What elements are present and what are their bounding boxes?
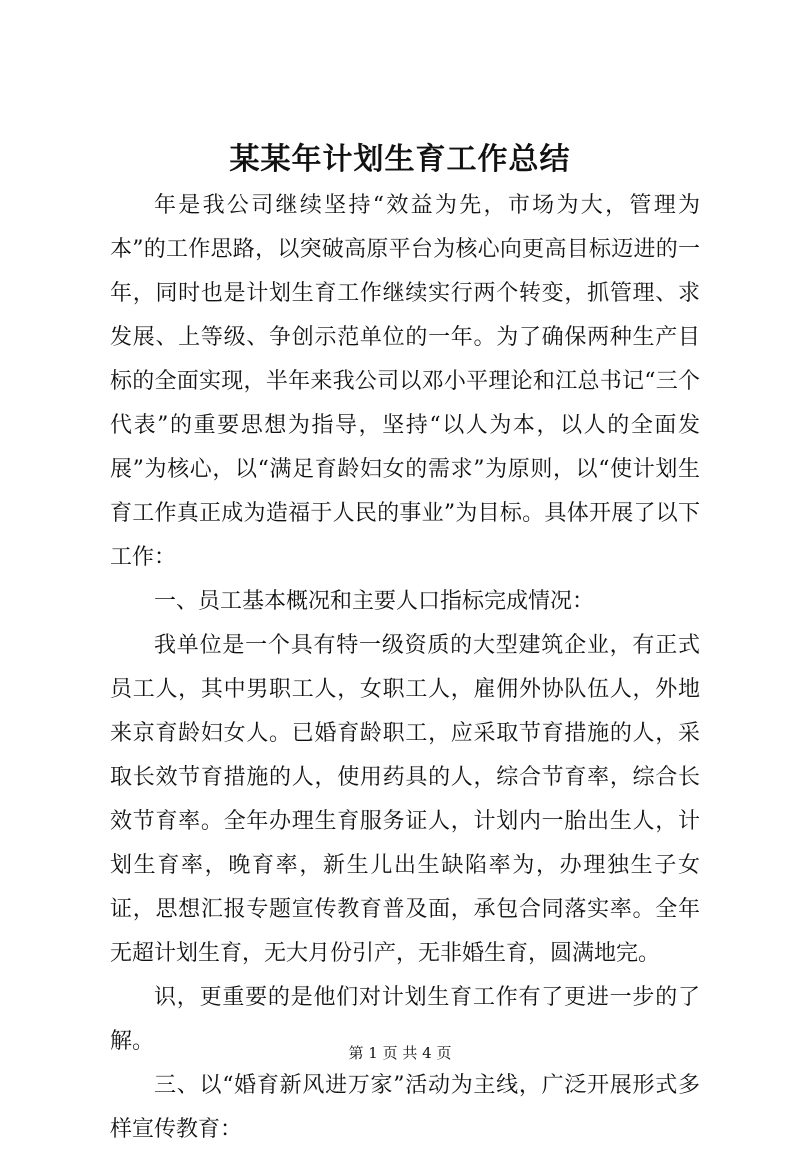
page-footer: 第 1 页 共 4 页: [348, 1044, 452, 1062]
paragraph-intro: 年是我公司继续坚持“效益为先，市场为大，管理为本”的工作思路，以突破高原平台为核心向更高目标迈进的一年，同时也是计划生育工作继续实行两个转变，抓管理、求发展、上等级、争创示范单位的一年。为了确保两种生产目标的全面实现，半年来我公司以邓小平理论和江总书记“三个代表”的重要思想为指导，坚持“以人为本，以人的全面发展”为核心，以“满足育龄妇女的需求”为原则，以“使计划生育工作真正成为造福于人民的事业”为目标。具体开展了以下工作：: [110, 193, 700, 570]
paragraph-section-three-heading: 三、以“婚育新风进万家”活动为主线，广泛开展形式多样宣传教育：: [110, 1073, 700, 1142]
document-title: 某某年计划生育工作总结: [229, 142, 571, 177]
paragraph-section-one-heading: 一、员工基本概况和主要人口指标完成情况：: [154, 589, 595, 614]
document-body: [110, 184, 700, 1152]
paragraph-staff-overview: 我单位是一个具有特一级资质的大型建筑企业，有正式员工人，其中男职工人，女职工人，雇佣外协队伍人，外地来京育龄妇女人。已婚育龄职工，应采取节育措施的人，采取长效节育措施的人，使用药具的人，综合节育率，综合长效节育率。全年办理生育服务证人，计划内一胎出生人，计划生育率，晚育率，新生儿出生缺陷率为，办理独生子女证，思想汇报专题宣传教育普及面，承包合同落实率。全年无超计划生育，无大月份引产，无非婚生育，圆满地完。: [110, 633, 700, 966]
paragraph-understanding: 识，更重要的是他们对计划生育工作有了更进一步的了解。: [110, 985, 700, 1054]
